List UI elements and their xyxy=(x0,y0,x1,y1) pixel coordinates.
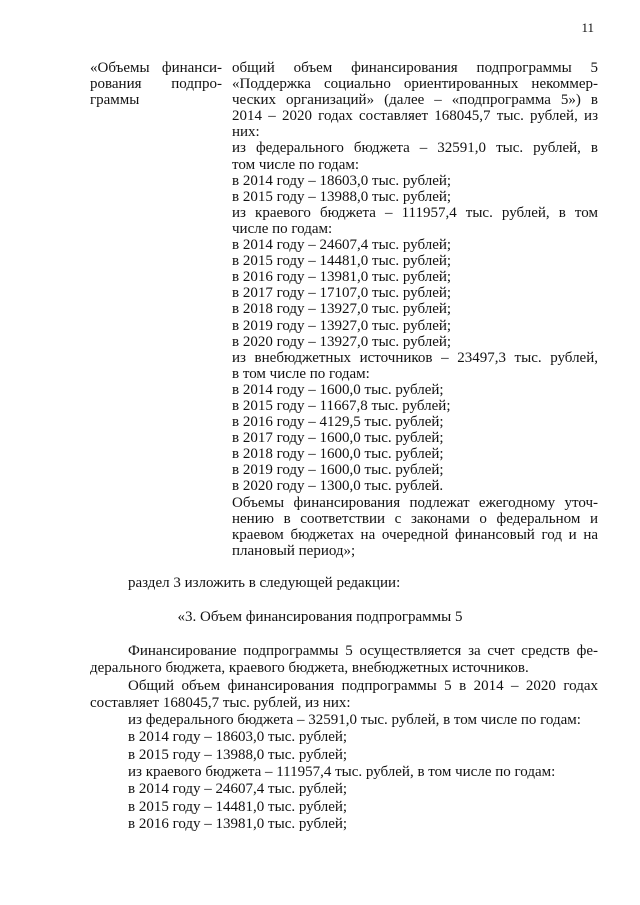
text-line: в 2019 году – 13927,0 тыс. рублей; xyxy=(232,317,452,334)
text-line: в 2018 году – 13927,0 тыс. рублей; xyxy=(232,301,452,318)
page-number: 11 xyxy=(581,20,594,35)
text-line: в 2018 году – 1600,0 тыс. рублей; xyxy=(232,446,444,463)
text-line: краевом бюджетах на очередной финансовый год и на xyxy=(232,526,598,543)
text-line: в 2016 году – 4129,5 тыс. рублей; xyxy=(232,414,444,431)
body-line: из краевого бюджета – 111957,4 тыс. рублей, в том числе по годам: xyxy=(128,764,556,781)
text-line: в 2014 году – 24607,4 тыс. рублей; xyxy=(232,237,452,254)
text-line: них: xyxy=(232,124,260,141)
text-line: плановый период»; xyxy=(232,542,356,559)
body-line: дерального бюджета, краевого бюджета, внебюджетных источников. xyxy=(90,660,529,677)
text-line: из федерального бюджета – 32591,0 тыс. рублей, в xyxy=(232,140,598,157)
body-line: в 2015 году – 13988,0 тыс. рублей; xyxy=(128,746,348,763)
text-line: в 2017 году – 17107,0 тыс. рублей; xyxy=(232,285,452,302)
text-line: в 2015 году – 14481,0 тыс. рублей; xyxy=(232,253,452,270)
financing-description xyxy=(232,60,598,559)
text-line: в 2015 году – 13988,0 тыс. рублей; xyxy=(232,188,452,205)
label-line: граммы xyxy=(90,92,140,109)
text-line: из краевого бюджета – 111957,4 тыс. рублей, в том xyxy=(232,204,598,221)
text-line: том числе по годам: xyxy=(232,156,360,173)
body-line: составляет 168045,7 тыс. рублей, из них: xyxy=(90,694,351,711)
text-line: числе по годам: xyxy=(232,220,333,237)
section-heading: «3. Объем финансирования подпрограммы 5 xyxy=(177,609,463,625)
label-line: «Объемы финанси- xyxy=(90,60,222,76)
text-line: из внебюджетных источников – 23497,3 тыс. рублей, xyxy=(232,349,598,366)
financing-label xyxy=(90,60,222,559)
body-line: в 2016 году – 13981,0 тыс. рублей; xyxy=(128,815,348,832)
passport-row xyxy=(90,60,598,559)
text-line: в 2015 году – 11667,8 тыс. рублей; xyxy=(232,397,451,414)
body-line: Финансирование подпрограммы 5 осуществляется за счет средств фе- xyxy=(128,643,598,659)
body-line: из федерального бюджета – 32591,0 тыс. рублей, в том числе по годам: xyxy=(128,712,581,729)
text-line: «Поддержка социально ориентированных некоммер- xyxy=(232,76,598,93)
text-line: в 2016 году – 13981,0 тыс. рублей; xyxy=(232,269,452,286)
text-line: в 2020 году – 1300,0 тыс. рублей. xyxy=(232,478,444,495)
text-line: в том числе по годам: xyxy=(232,365,370,382)
text-line: в 2019 году – 1600,0 тыс. рублей; xyxy=(232,462,444,479)
body-line: в 2014 году – 18603,0 тыс. рублей; xyxy=(128,729,348,746)
body-line: в 2015 году – 14481,0 тыс. рублей; xyxy=(128,798,348,815)
text-line: в 2020 году – 13927,0 тыс. рублей; xyxy=(232,333,452,350)
text-line: в 2014 году – 18603,0 тыс. рублей; xyxy=(232,172,452,189)
section-body xyxy=(90,643,598,833)
text-line: общий объем финансирования подпрограммы 5 xyxy=(232,60,598,76)
text-line: ческих организаций» (далее – «подпрограмма 5») в xyxy=(232,92,598,109)
text-line: нению в соответствии с законами о федеральном и xyxy=(232,510,598,527)
body-line: в 2014 году – 24607,4 тыс. рублей; xyxy=(128,781,348,798)
text-line: в 2017 году – 1600,0 тыс. рублей; xyxy=(232,430,444,447)
text-line: Объемы финансирования подлежат ежегодному уточ- xyxy=(232,494,598,511)
body-line: Общий объем финансирования подпрограммы 5 в 2014 – 2020 годах xyxy=(128,677,598,694)
text-line: 2014 – 2020 годах составляет 168045,7 тыс. рублей, из xyxy=(232,108,598,125)
label-line: рования подпро- xyxy=(90,76,222,93)
text-line: в 2014 году – 1600,0 тыс. рублей; xyxy=(232,381,444,398)
section-instruction: раздел 3 изложить в следующей редакции: xyxy=(128,575,401,591)
